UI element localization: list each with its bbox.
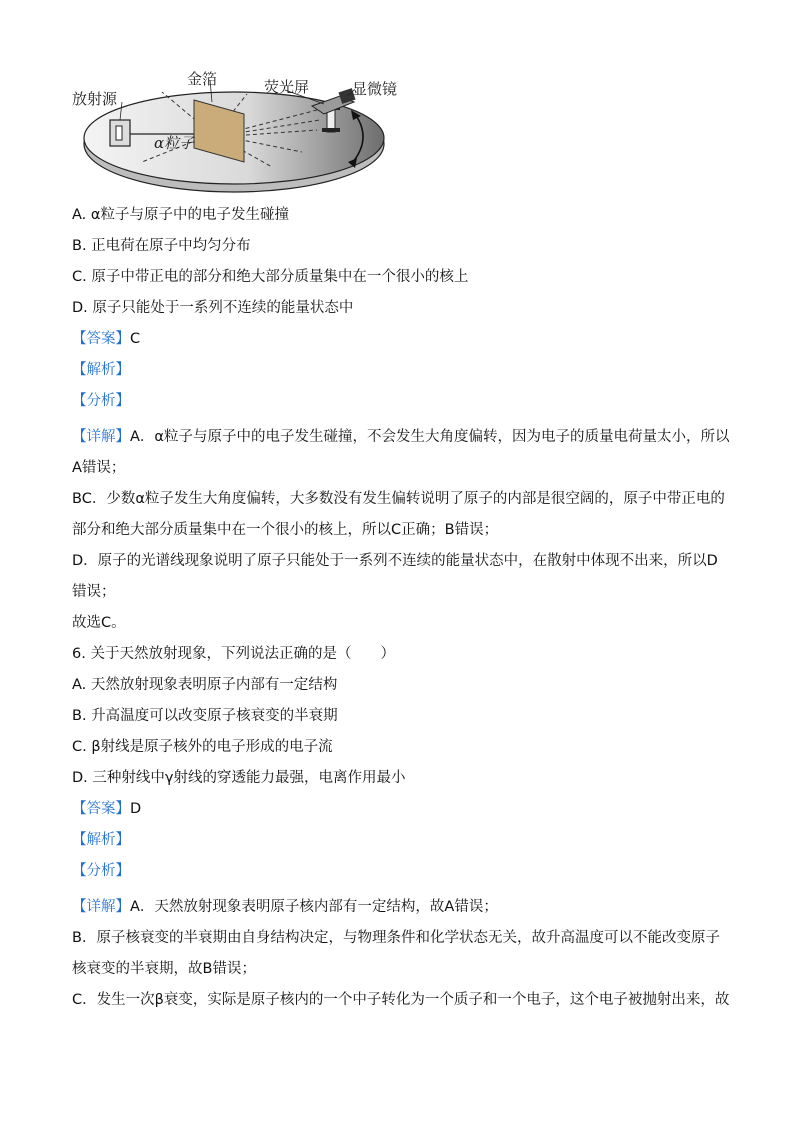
label-alpha: α粒子 [154, 134, 195, 152]
q6-answer [72, 799, 732, 819]
q5-detail-a [72, 422, 732, 484]
q5-fenxi-tag: 【分析】 [72, 393, 130, 409]
answer-tag: 【答案】 [72, 331, 130, 347]
document-body [72, 205, 732, 1016]
q6-option-a: A. 天然放射现象表明原子内部有一定结构 [72, 677, 338, 693]
q6-detail-a [72, 892, 732, 923]
q6-option-b: B. 升高温度可以改变原子核衰变的半衰期 [72, 708, 338, 724]
scattering-apparatus-figure [72, 62, 412, 202]
q6-option-d: D. 三种射线中γ射线的穿透能力最强，电离作用最小 [72, 770, 406, 786]
answer-value: C [130, 331, 141, 347]
q6-stem: 6. 关于天然放射现象，下列说法正确的是（ ） [72, 646, 395, 662]
q5-option-d: D. 原子只能处于一系列不连续的能量状态中 [72, 300, 354, 316]
label-screen: 荧光屏 [264, 78, 310, 96]
label-gold-foil: 金箔 [187, 70, 218, 88]
q5-option-c: C. 原子中带正电的部分和绝大部分质量集中在一个很小的核上 [72, 269, 469, 285]
q5-answer [72, 329, 732, 349]
q5-option-a: A. α粒子与原子中的电子发生碰撞 [72, 207, 289, 223]
q5-analysis-tag: 【解析】 [72, 362, 130, 378]
q5-option-b: B. 正电荷在原子中均匀分布 [72, 238, 251, 254]
label-source: 放射源 [72, 90, 118, 108]
detail-text: A．天然放射现象表明原子核内部有一定结构，故A错误； [130, 899, 498, 915]
q5-detail-d: D．原子的光谱线现象说明了原子只能处于一系列不连续的能量状态中，在散射中体现不出来，所以D错误； [72, 553, 718, 600]
detail-text: A．α粒子与原子中的电子发生碰撞，不会发生大角度偏转，因为电子的质量电荷量太小，所以A错误； [72, 429, 730, 476]
radioactive-source [110, 120, 130, 146]
detail-tag: 【详解】 [72, 899, 130, 915]
label-microscope: 显微镜 [352, 80, 398, 98]
detail-tag: 【详解】 [72, 429, 130, 445]
q6-analysis-tag: 【解析】 [72, 832, 130, 848]
q5-detail-bc: BC．少数α粒子发生大角度偏转，大多数没有发生偏转说明了原子的内部是很空阔的，原子中带正电的部分和绝大部分质量集中在一个很小的核上，所以C正确；B错误； [72, 491, 725, 538]
q5-conclusion: 故选C。 [72, 615, 126, 631]
q6-fenxi-tag: 【分析】 [72, 863, 130, 879]
q6-option-c: C. β射线是原子核外的电子形成的电子流 [72, 739, 333, 755]
answer-value: D [130, 801, 142, 817]
answer-tag: 【答案】 [72, 801, 130, 817]
q6-detail-b: B．原子核衰变的半衰期由自身结构决定，与物理条件和化学状态无关，故升高温度可以不能改变原子核衰变的半衰期，故B错误； [72, 930, 720, 977]
q6-detail-c: C．发生一次β衰变，实际是原子核内的一个中子转化为一个质子和一个电子，这个电子被抛射出来，故 [72, 992, 730, 1008]
